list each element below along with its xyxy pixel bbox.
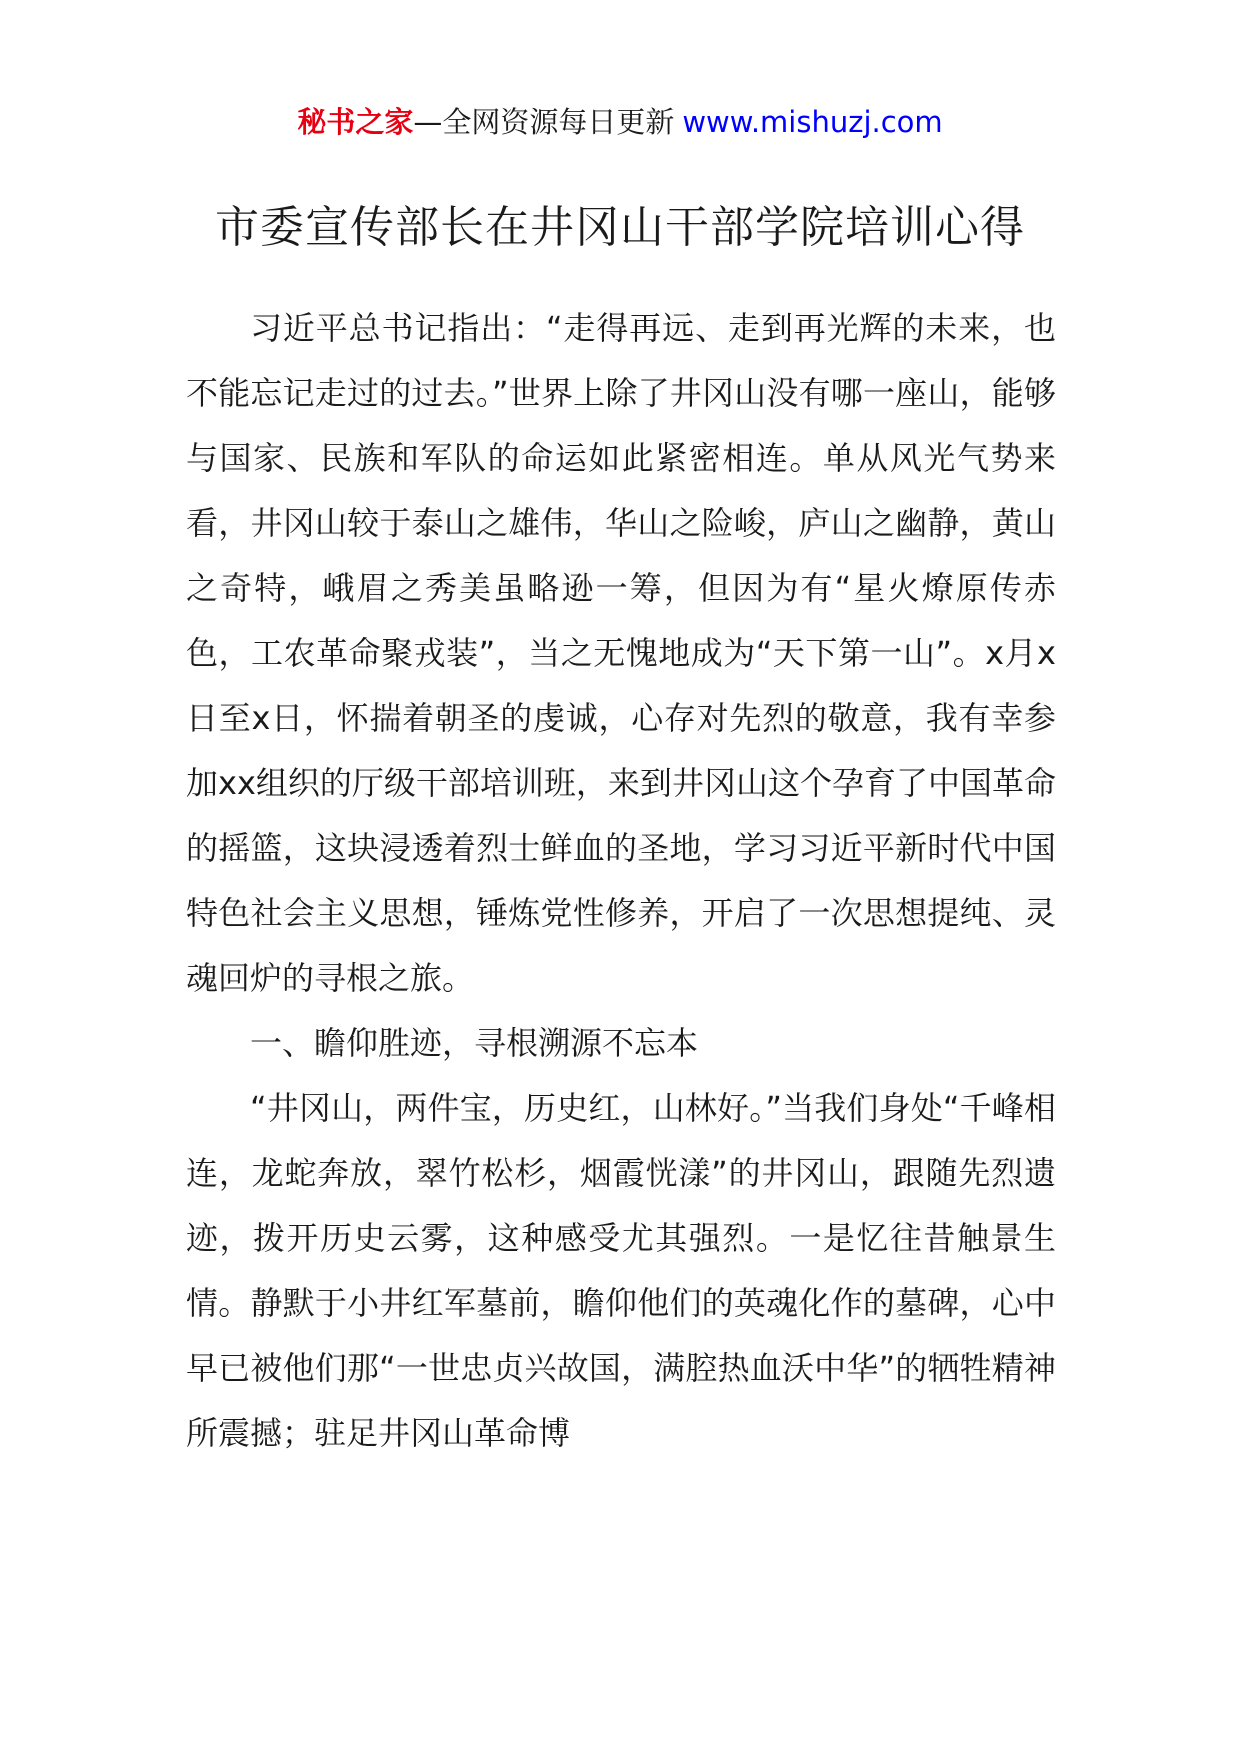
body-paragraph: “井冈山，两件宝，历史红，山林好。”当我们身处“千峰相连，龙蛇奔放，翠竹松杉，烟霞恍漾”的井冈山，跟随先烈遗迹，拨开历史云雾，这种感受尤其强烈。一是忆往昔触景生情。静默于小井红军墓前，瞻仰他们的英魂化作的墓碑，心中早已被他们那“一世忠贞兴故国，满腔热血沃中华”的牺牲精神所震撼；驻足井冈山革命博 xyxy=(186,1089,1056,1452)
intro-paragraph: 习近平总书记指出：“走得再远、走到再光辉的未来，也不能忘记走过的过去。”世界上除了井冈山没有哪一座山，能够与国家、民族和军队的命运如此紧密相连。单从风光气势来看，井冈山较于泰山之雄伟，华山之险峻，庐山之幽静，黄山之奇特，峨眉之秀美虽略逊一筹，但因为有“星火燎原传赤色，工农革命聚戎装”，当之无愧地成为“天下第一山”。x月x日至x日，怀揣着朝圣的虔诚，心存对先烈的敬意，我有幸参加xx组织的厅级干部培训班，来到井冈山这个孕育了中国革命的摇篮，这块浸透着烈士鲜血的圣地，学习习近平新时代中国特色社会主义思想，锤炼党性修养，开启了一次思想提纯、灵魂回炉的寻根之旅。 xyxy=(186,309,1056,997)
section-heading: 一、瞻仰胜迹，寻根溯源不忘本 xyxy=(250,1024,699,1062)
header-tagline: —全网资源每日更新 xyxy=(413,105,675,139)
brand-name: 秘书之家 xyxy=(297,105,414,139)
document-body xyxy=(186,296,1056,1466)
site-url-link[interactable]: www.mishuzj.com xyxy=(682,105,943,139)
site-header xyxy=(0,100,1240,144)
document-title: 市委宣传部长在井冈山干部学院培训心得 xyxy=(215,202,1025,253)
